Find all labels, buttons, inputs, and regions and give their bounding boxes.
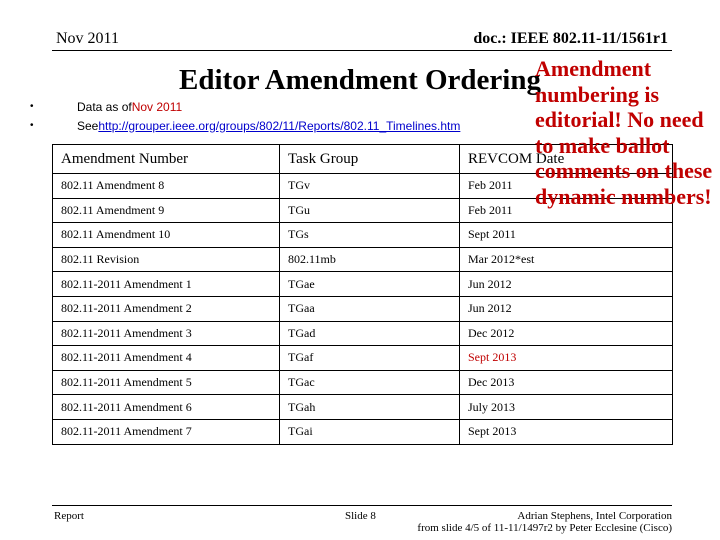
table-row [53,296,673,321]
revcom-date-cell: July 2013 [460,395,673,420]
task-group-cell: TGaf [280,346,460,371]
task-group-cell: TGac [280,370,460,395]
revcom-date-cell: Sept 2011 [460,223,673,248]
bullet-data-as-of [30,97,460,116]
slide-title: Editor Amendment Ordering [179,64,541,96]
task-group-cell: 802.11mb [280,247,460,272]
table-row [53,247,673,272]
revcom-date-cell: Dec 2012 [460,321,673,346]
bullet-data-prefix: Data as of [77,99,132,114]
footer-slide-number: Slide 8 [345,510,376,522]
amendment-cell: 802.11 Amendment 9 [53,198,280,223]
amendment-cell: 802.11-2011 Amendment 1 [53,272,280,297]
amendment-cell: 802.11 Revision [53,247,280,272]
revcom-date-cell: Sept 2013 [460,419,673,444]
header-rule [52,50,672,51]
header-date: Nov 2011 [56,30,119,47]
editorial-callout: Amendment numbering is editorial! No need to make ballot comments on these dynamic numbers! [535,56,713,209]
column-header-task-group: Task Group [280,145,460,174]
timelines-link[interactable]: http://grouper.ieee.org/groups/802/11/Reports/802.11_Timelines.htm [98,118,461,133]
revcom-date-cell: Sept 2013 [460,346,673,371]
bullet-see-prefix: See [77,118,99,133]
task-group-cell: TGai [280,419,460,444]
table-row [53,272,673,297]
amendment-cell: 802.11-2011 Amendment 7 [53,419,280,444]
bullet-data-date: Nov 2011 [131,99,183,114]
task-group-cell: TGu [280,198,460,223]
table-row [53,370,673,395]
revcom-date-cell: Feb 2011 [460,198,673,223]
task-group-cell: TGae [280,272,460,297]
amendment-cell: 802.11-2011 Amendment 5 [53,370,280,395]
revcom-date-cell: Dec 2013 [460,370,673,395]
amendment-cell: 802.11-2011 Amendment 3 [53,321,280,346]
task-group-cell: TGv [280,174,460,199]
footer-author-line: Adrian Stephens, Intel Corporation [517,510,672,522]
amendment-cell: 802.11-2011 Amendment 4 [53,346,280,371]
revcom-date-cell: Feb 2011 [460,174,673,199]
column-header-amendment: Amendment Number [53,145,280,174]
bullet-see-link [30,116,460,135]
amendment-cell: 802.11-2011 Amendment 2 [53,296,280,321]
amendment-cell: 802.11-2011 Amendment 6 [53,395,280,420]
revcom-date-cell: Mar 2012*est [460,247,673,272]
footer-author [417,510,672,534]
task-group-cell: TGaa [280,296,460,321]
table-row [53,321,673,346]
revcom-date-cell: Jun 2012 [460,272,673,297]
table-row [53,223,673,248]
table-row [53,346,673,371]
footer-left: Report [54,510,84,522]
bullet-marker: • [30,120,34,131]
column-header-revcom-date: REVCOM Date [460,145,673,174]
task-group-cell: TGah [280,395,460,420]
task-group-cell: TGs [280,223,460,248]
amendment-cell: 802.11 Amendment 8 [53,174,280,199]
bullet-list [30,97,460,135]
footer-source-line: from slide 4/5 of 11-11/1497r2 by Peter Ecclesine (Cisco) [417,522,672,534]
revcom-date-cell: Jun 2012 [460,296,673,321]
task-group-cell: TGad [280,321,460,346]
footer-rule [52,505,672,506]
amendment-cell: 802.11 Amendment 10 [53,223,280,248]
bullet-marker: • [30,101,34,112]
table-row [53,419,673,444]
header-doc-id: doc.: IEEE 802.11-11/1561r1 [473,30,668,47]
table-row [53,395,673,420]
